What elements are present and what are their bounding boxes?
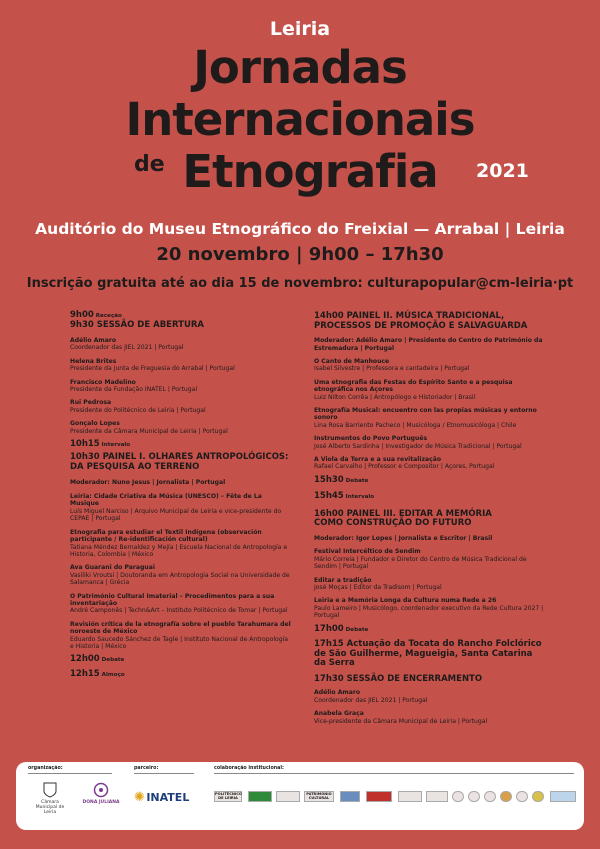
leiria-municipality-logo: [30, 782, 70, 815]
speaker-role: Presidente da Câmara Municipal de Leiria | Portugal: [70, 427, 228, 435]
dona-juliana-logo: [78, 782, 124, 805]
talk-authors: José Alberto Sardinha | Investigador de Música Tradicional | Portugal: [314, 442, 522, 450]
speaker-role: Presidente da Fundação INATEL | Portugal: [70, 386, 198, 394]
talk-authors: Paulo Lameiro | Musicólogo, coordenador executivo da Rede Cultura 2027 | Portugal: [314, 604, 544, 620]
collab-logo-11: [484, 791, 496, 802]
talk-authors: Tatiana Méndez Bernaldez y Mejía | Escuela Nacional de Antropología e Historia, Colombia | México: [70, 543, 288, 558]
time: 15h45: [314, 491, 344, 502]
title-line-2: Internacionais: [125, 93, 475, 146]
panel-1-heading-2: DA PESQUISA AO TERRENO: [70, 462, 200, 473]
year: 2021: [476, 160, 529, 182]
performance-heading: 17h15 Actuação da Tocata do Rancho Folclórico: [314, 638, 542, 649]
talk-title: Leiria e a Memória Longa da Cultura numa Rede a 26: [314, 597, 497, 605]
title-de: de: [134, 152, 165, 177]
crest-icon: [43, 782, 57, 798]
dona-juliana-icon: [93, 782, 109, 798]
collab-logo-5: [340, 791, 360, 802]
collab-logo-3: [276, 791, 300, 802]
divider: [134, 773, 194, 774]
panel-2-heading-2: PROCESSOS DE PROMOÇÃO E SALVAGUARDA: [314, 320, 528, 331]
divider: [214, 773, 574, 774]
closing-session-heading: 17h30 SESSÃO DE ENCERRAMENTO: [314, 673, 483, 684]
program-left-column: [70, 312, 292, 679]
talk-title: Ava Guarani do Paraguai: [70, 564, 155, 572]
talk-title: O Património Cultural Imaterial – Procedimentos para a sua inventariação: [70, 592, 275, 607]
time-label: Intervalo: [345, 494, 375, 501]
talk-title: Instrumentos do Povo Português: [314, 435, 428, 443]
politecnico-logo-text: POLITÉCNICO DE LEIRIA: [215, 792, 242, 800]
organization-label: organização:: [28, 766, 63, 771]
collab-logo-4: [304, 791, 334, 802]
talk-title: Etnografia para estudiar el Textil Indígena (observación participante / Re-identificación cultural): [70, 528, 262, 544]
talk-authors: Isabel Silvestre | Professora e cantadeira | Portugal: [314, 365, 470, 373]
title-line-3: Etnografia: [182, 145, 438, 198]
talk-title: Etnografía Musical: encuentro con las propias músicas y entorno sonoro: [314, 407, 537, 422]
speaker-role: Presidente da Junta de Freguesia do Arrabal | Portugal: [70, 365, 235, 373]
panel-2-heading: 14h00 PAINEL II. MÚSICA TRADICIONAL,: [314, 311, 505, 321]
time: 12h00: [70, 654, 100, 665]
collab-logo-13: [516, 791, 528, 802]
collab-logo-14: [532, 791, 544, 802]
talk-title: O Canto de Manhouce: [314, 358, 390, 365]
leiria-logo-text: Câmara Municipal de Leiria: [35, 800, 65, 815]
moderator: Moderador: Nuno Jesus | Jornalista | Portugal: [70, 478, 226, 486]
registration-info: Inscrição gratuita até ao dia 15 de novembro: culturapopular@cm-leiria·pt: [26, 276, 574, 291]
divider: [28, 773, 112, 774]
panel-1-heading: 10h30 PAINEL I. OLHARES ANTROPOLÓGICOS:: [70, 452, 289, 463]
inatel-text: INATEL: [146, 791, 190, 804]
performance-heading-2: de São Guilherme, Magueigia, Santa Catarina da Serra: [314, 648, 533, 669]
talk-title: Leiria: Cidade Criativa da Música (UNESCO) – Fête de La Musique: [70, 493, 262, 508]
speaker-name: Adélio Amaro: [314, 689, 361, 697]
speaker-name: Helena Brites: [70, 357, 117, 365]
time: 9h00: [70, 310, 94, 320]
time-label: Receção: [95, 313, 122, 319]
talk-authors: Luiz Nilton Corrêa | Antropólogo e Historiador | Brasil: [314, 393, 476, 401]
speaker-name: Francisco Madelino: [70, 378, 136, 386]
time: 10h15: [70, 439, 100, 450]
talk-authors: Eduardo Saucedo Sánchez de Tagle | Instituto Nacional de Antropología e Historia | México: [70, 635, 289, 650]
collaboration-label: colaboração institucional:: [214, 766, 284, 771]
collab-logo-2: [248, 791, 272, 802]
talk-authors: José Moças | Editor da Tradisom | Portugal: [314, 583, 442, 591]
time-label: Intervalo: [101, 442, 131, 449]
moderator: Moderador: Adélio Amaro | Presidente do Centro do Património da Estremadura | Portugal: [314, 337, 543, 352]
talk-authors: Vasiliki Vroutsi | Doutoranda em Antropologia Social na Universidade de Salamanca | Grécia: [70, 571, 290, 587]
collab-logo-6: [366, 791, 392, 802]
speaker-name: Anabela Graça: [314, 710, 364, 718]
inatel-logo: [134, 790, 202, 805]
sponsors-footer: [16, 762, 584, 830]
time: 17h00: [314, 623, 344, 634]
talk-title: A Viola da Terra e a sua revitalização: [314, 456, 442, 464]
talk-title: Editar a tradição: [314, 576, 372, 584]
opening-session-heading: 9h30 SESSÃO DE ABERTURA: [70, 320, 204, 331]
time-label: Debate: [345, 477, 369, 484]
dona-juliana-text: DONA JULIANA: [82, 800, 120, 805]
talk-title: Uma etnografia das Festas do Espírito Santo e a pesquisa etnográfica nos Açores: [314, 378, 513, 394]
collab-logo-1: [214, 791, 242, 802]
collab-logo-15: [550, 791, 576, 802]
venue: Auditório do Museu Etnográfico do Freixial — Arrabal | Leiria: [35, 220, 565, 238]
speaker-role: Vice-presidente da Câmara Municipal de Leiria | Portugal: [314, 717, 488, 725]
time-label: Debate: [101, 657, 125, 664]
panel-3-heading: 16h00 PAINEL III. EDITAR A MEMÓRIA: [314, 508, 492, 519]
collab-logo-12: [500, 791, 512, 802]
speaker-role: Coordenador das JIEL 2021 | Portugal: [70, 344, 184, 352]
partner-label: parceiro:: [134, 766, 159, 771]
talk-authors: Mário Correia | Fundador e Diretor do Centro de Música Tradicional de Sendim | Portugal: [314, 555, 527, 571]
talk-authors: Rafael Carvalho | Professor e Compositor | Açores, Portugal: [314, 463, 495, 471]
speaker-name: Rui Pedrosa: [70, 399, 112, 407]
event-date: 20 novembro | 9h00 – 17h30: [156, 244, 444, 265]
talk-authors: Luís Miguel Narciso | Arquivo Municipal de Leiria e vice-presidente do CEPAE | Portugal: [70, 507, 282, 523]
talk-title: Revisión crítica de la etnografía sobre el pueblo Tarahumara del noroeste de México: [70, 620, 291, 636]
collab-logo-10: [468, 791, 480, 802]
collab-logo-9: [452, 791, 464, 802]
panel-3-heading-2: COMO CONSTRUÇÃO DO FUTURO: [314, 518, 472, 529]
speaker-name: Gonçalo Lopes: [70, 420, 120, 428]
speaker-role: Presidente do Politécnico de Leiria | Portugal: [70, 406, 206, 414]
talk-authors: André Camponês | Techn&Art – Instituto Politécnico de Tomar | Portugal: [70, 607, 288, 615]
city-title: Leiria: [269, 18, 331, 40]
time-label: Debate: [345, 626, 369, 633]
moderator: Moderador: Igor Lopes | Jornalista e Escritor | Brasil: [314, 534, 493, 542]
speaker-name: Adélio Amaro: [70, 337, 117, 344]
sun-icon: ✺: [134, 790, 145, 805]
time: 12h15: [70, 668, 100, 679]
time-label: Almoço: [101, 671, 125, 678]
talk-title: Festival Intercéltico de Sendim: [314, 548, 421, 556]
speaker-role: Coordenador das JIEL 2021 | Portugal: [314, 696, 428, 704]
talk-authors: Lina Rosa Barriento Pacheco | Musicóloga / Etnomusicóloga | Chile: [314, 421, 517, 429]
title-line-1: Jornadas: [193, 41, 407, 94]
collab-logo-7: [398, 791, 422, 802]
program-right-column: [314, 312, 546, 731]
time: 15h30: [314, 474, 344, 485]
patrimonio-logo-text: PATRIMÓNIO CULTURAL: [306, 792, 332, 800]
collab-logo-8: [426, 791, 448, 802]
